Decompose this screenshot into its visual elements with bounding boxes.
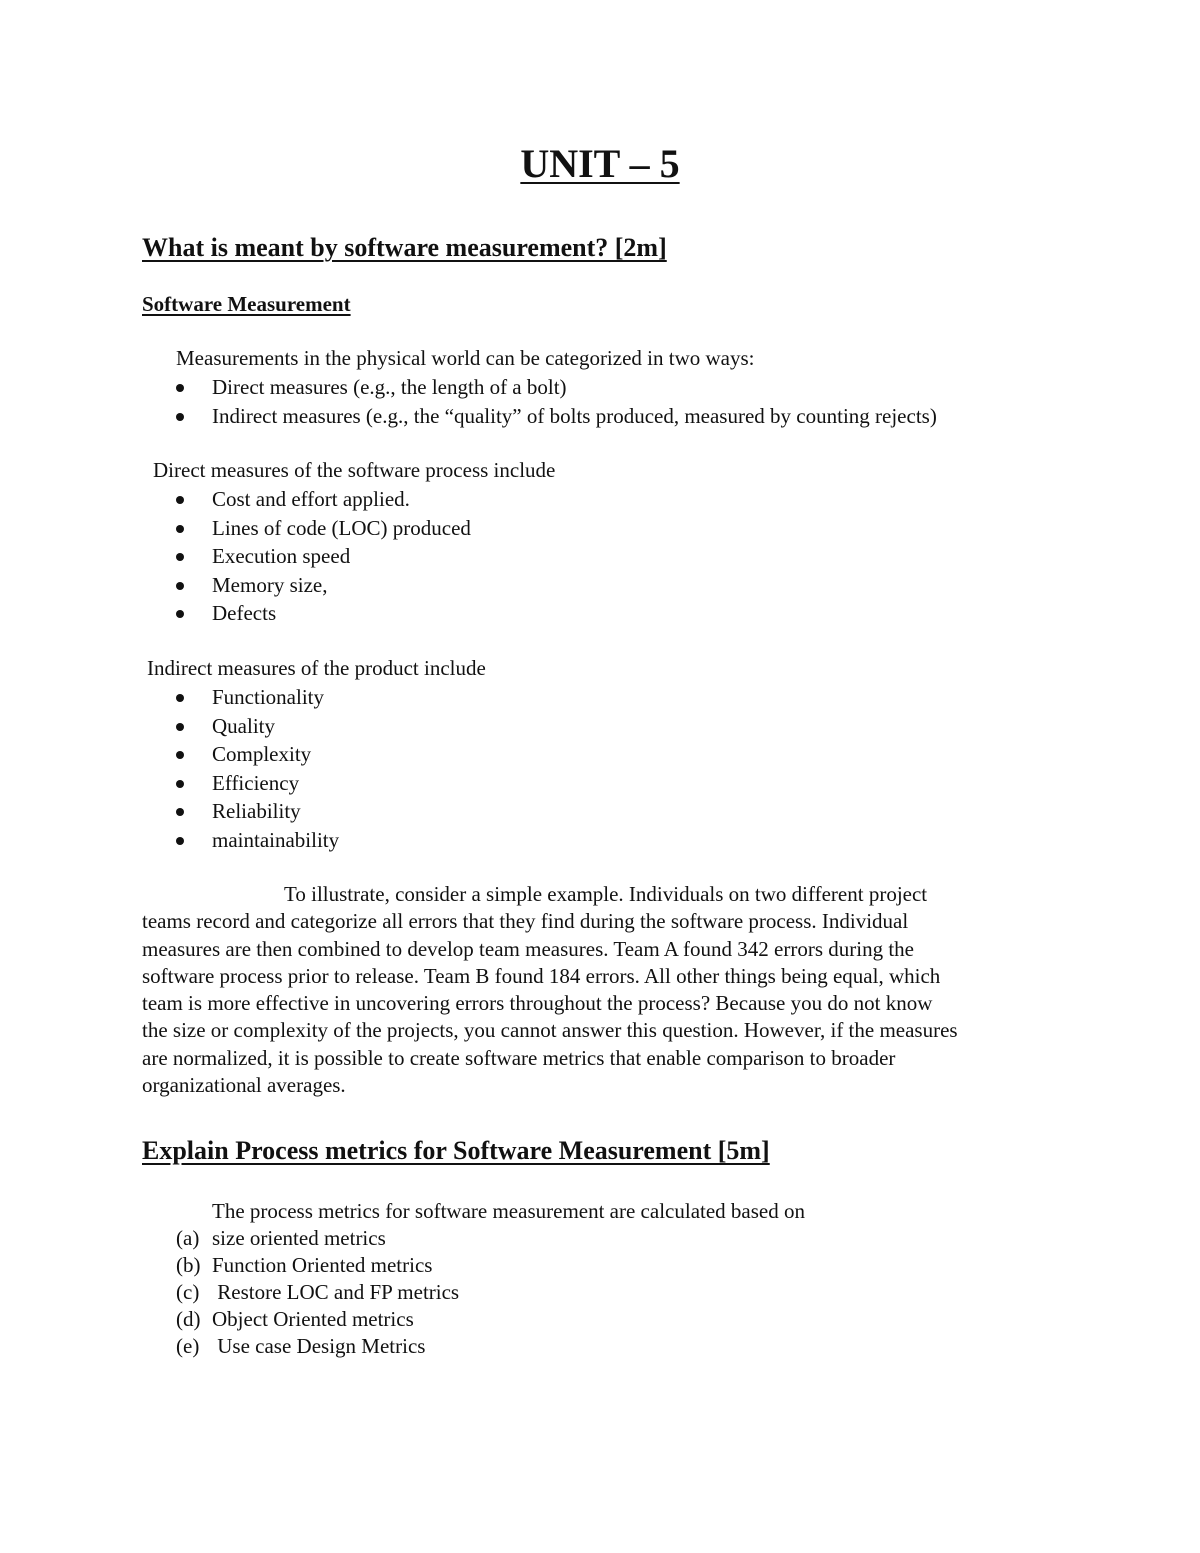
measurement-intro-text: Measurements in the physical world can be categorized in two ways:: [176, 346, 755, 370]
list-item: Lines of code (LOC) produced: [176, 514, 471, 543]
list-item: [176, 1225, 459, 1252]
process-metrics-intro: The process metrics for software measurement are calculated based on: [212, 1199, 805, 1223]
paragraph-line: team is more effective in uncovering errors throughout the process? Because you do not know: [142, 991, 933, 1016]
list-item: [176, 1279, 459, 1306]
list-item: Complexity: [176, 740, 339, 769]
question-heading-software-measurement: What is meant by software measurement? [2m]: [142, 233, 667, 262]
list-item-text: Function Oriented metrics: [212, 1253, 433, 1277]
list-item-text: Object Oriented metrics: [212, 1307, 414, 1331]
list-item: Functionality: [176, 683, 339, 712]
list-item-text: size oriented metrics: [212, 1226, 386, 1250]
list-item: Quality: [176, 712, 339, 741]
indirect-measures-intro: Indirect measures of the product include: [147, 656, 486, 680]
indirect-measures-list: [176, 683, 339, 854]
list-item: Efficiency: [176, 769, 339, 798]
list-item-text: Use case Design Metrics: [212, 1334, 426, 1358]
list-marker: (e): [176, 1334, 200, 1358]
paragraph-line: teams record and categorize all errors that they find during the software process. Individual: [142, 909, 909, 934]
list-marker: (b): [176, 1253, 201, 1277]
direct-measures-intro: Direct measures of the software process include: [153, 458, 556, 482]
list-item: Defects: [176, 599, 471, 628]
paragraph-line: organizational averages.: [142, 1073, 346, 1098]
list-item: Reliability: [176, 797, 339, 826]
measurement-ways-list: [176, 373, 937, 430]
list-item: Direct measures (e.g., the length of a bolt): [176, 373, 937, 402]
paragraph-line: To illustrate, consider a simple example. Individuals on two different project: [284, 882, 928, 906]
example-paragraph: [142, 881, 1062, 1099]
paragraph-line: the size or complexity of the projects, you cannot answer this question. However, if the measures: [142, 1018, 958, 1043]
list-item: [176, 1306, 459, 1333]
unit-title: UNIT – 5: [520, 141, 680, 186]
list-item: [176, 1333, 459, 1360]
list-marker: (d): [176, 1307, 201, 1331]
direct-measures-list: [176, 485, 471, 628]
list-item: Indirect measures (e.g., the “quality” of bolts produced, measured by counting rejects): [176, 402, 937, 431]
list-item: Execution speed: [176, 542, 471, 571]
question-heading-process-metrics: Explain Process metrics for Software Measurement [5m]: [142, 1136, 770, 1165]
list-item: Cost and effort applied.: [176, 485, 471, 514]
list-item: [176, 1252, 459, 1279]
paragraph-line: are normalized, it is possible to create software metrics that enable comparison to broader: [142, 1045, 896, 1070]
list-marker: (a): [176, 1226, 200, 1250]
list-item-text: Restore LOC and FP metrics: [212, 1280, 460, 1304]
subheading-software-measurement: Software Measurement: [142, 292, 351, 316]
paragraph-line: software process prior to release. Team B found 184 errors. All other things being equal, which: [142, 963, 941, 988]
list-marker: (c): [176, 1280, 200, 1304]
list-item: maintainability: [176, 826, 339, 855]
paragraph-line: measures are then combined to develop team measures. Team A found 342 errors during the: [142, 936, 914, 961]
process-metrics-list: [176, 1225, 459, 1360]
list-item: Memory size,: [176, 571, 471, 600]
